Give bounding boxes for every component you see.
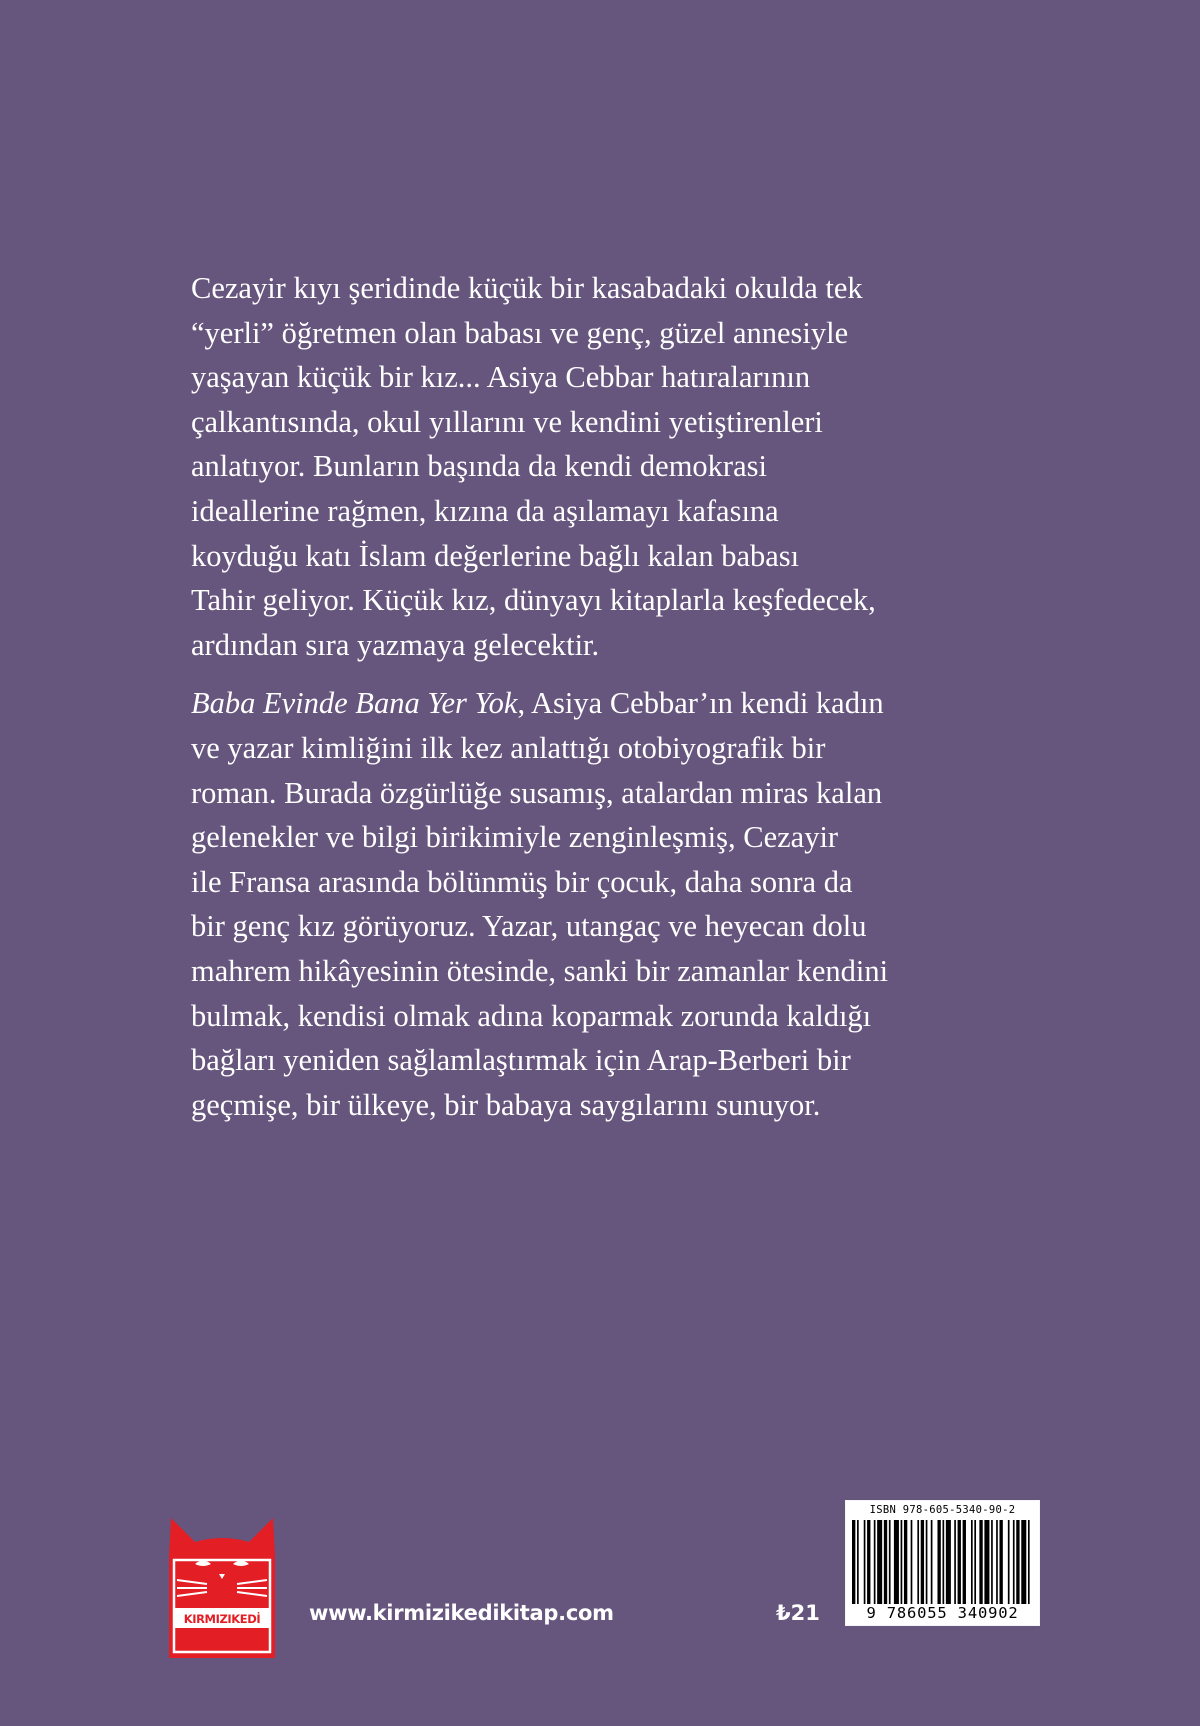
publisher-website[interactable]: www.kirmizikedikitap.com (309, 1601, 614, 1625)
blurb-paragraph-2 (191, 681, 1071, 1127)
blurb-line: yaşayan küçük bir kız... Asiya Cebbar hatıralarının (191, 360, 811, 395)
blurb-line: ve yazar kimliğini ilk kez anlattığı otobiyografik bir (191, 730, 826, 765)
blurb-line: bağları yeniden sağlamlaştırmak için Arap-Berberi bir (191, 1043, 851, 1078)
blurb-line: geçmişe, bir ülkeye, bir babaya saygılarını sunuyor. (191, 1087, 821, 1122)
cat-logo-icon (165, 1516, 279, 1658)
blurb-line: ile Fransa arasında bölünmüş bir çocuk, daha sonra da (191, 864, 853, 899)
barcode-digits: 9 786055 340902 (846, 1604, 1039, 1622)
blurb-line: anlatıyor. Bunların başında da kendi demokrasi (191, 449, 767, 484)
blurb-line: bulmak, kendisi olmak adına koparmak zorunda kaldığı (191, 998, 872, 1033)
isbn-barcode (845, 1500, 1040, 1626)
blurb-paragraph-1 (191, 266, 1071, 667)
blurb-line: roman. Burada özgürlüğe susamış, atalardan miras kalan (191, 775, 883, 810)
publisher-logo (165, 1516, 279, 1658)
blurb-line: ideallerine rağmen, kızına da aşılamayı kafasına (191, 493, 779, 528)
blurb-line: gelenekler ve bilgi birikimiyle zenginleşmiş, Cezayir (191, 820, 839, 855)
back-cover-blurb (191, 266, 1071, 1127)
book-title-italic: Baba Evinde Bana Yer Yok (191, 686, 518, 721)
barcode-bars-icon (852, 1520, 1033, 1606)
blurb-line-rest: , Asiya Cebbar’ın kendi kadın (517, 686, 884, 721)
blurb-line: Cezayir kıyı şeridinde küçük bir kasabadaki okulda tek (191, 271, 863, 305)
logo-wordmark: KIRMIZIKEDİ (183, 1612, 261, 1626)
blurb-line (191, 681, 1071, 726)
blurb-line: “yerli” öğretmen olan babası ve genç, güzel annesiyle (191, 315, 849, 350)
blurb-line: koyduğu katı İslam değerlerine bağlı kalan babası (191, 538, 800, 573)
blurb-line: bir genç kız görüyoruz. Yazar, utangaç ve heyecan dolu (191, 909, 867, 944)
blurb-line: Tahir geliyor. Küçük kız, dünyayı kitaplarla keşfedecek, (191, 583, 876, 618)
price-label: ₺21 (776, 1601, 820, 1625)
isbn-label: ISBN 978-605-5340-90-2 (869, 1504, 1016, 1516)
blurb-line: mahrem hikâyesinin ötesinde, sanki bir zamanlar kendini (191, 953, 889, 988)
blurb-line: çalkantısında, okul yıllarını ve kendini yetiştirenleri (191, 404, 823, 439)
blurb-line: ardından sıra yazmaya gelecektir. (191, 627, 600, 662)
